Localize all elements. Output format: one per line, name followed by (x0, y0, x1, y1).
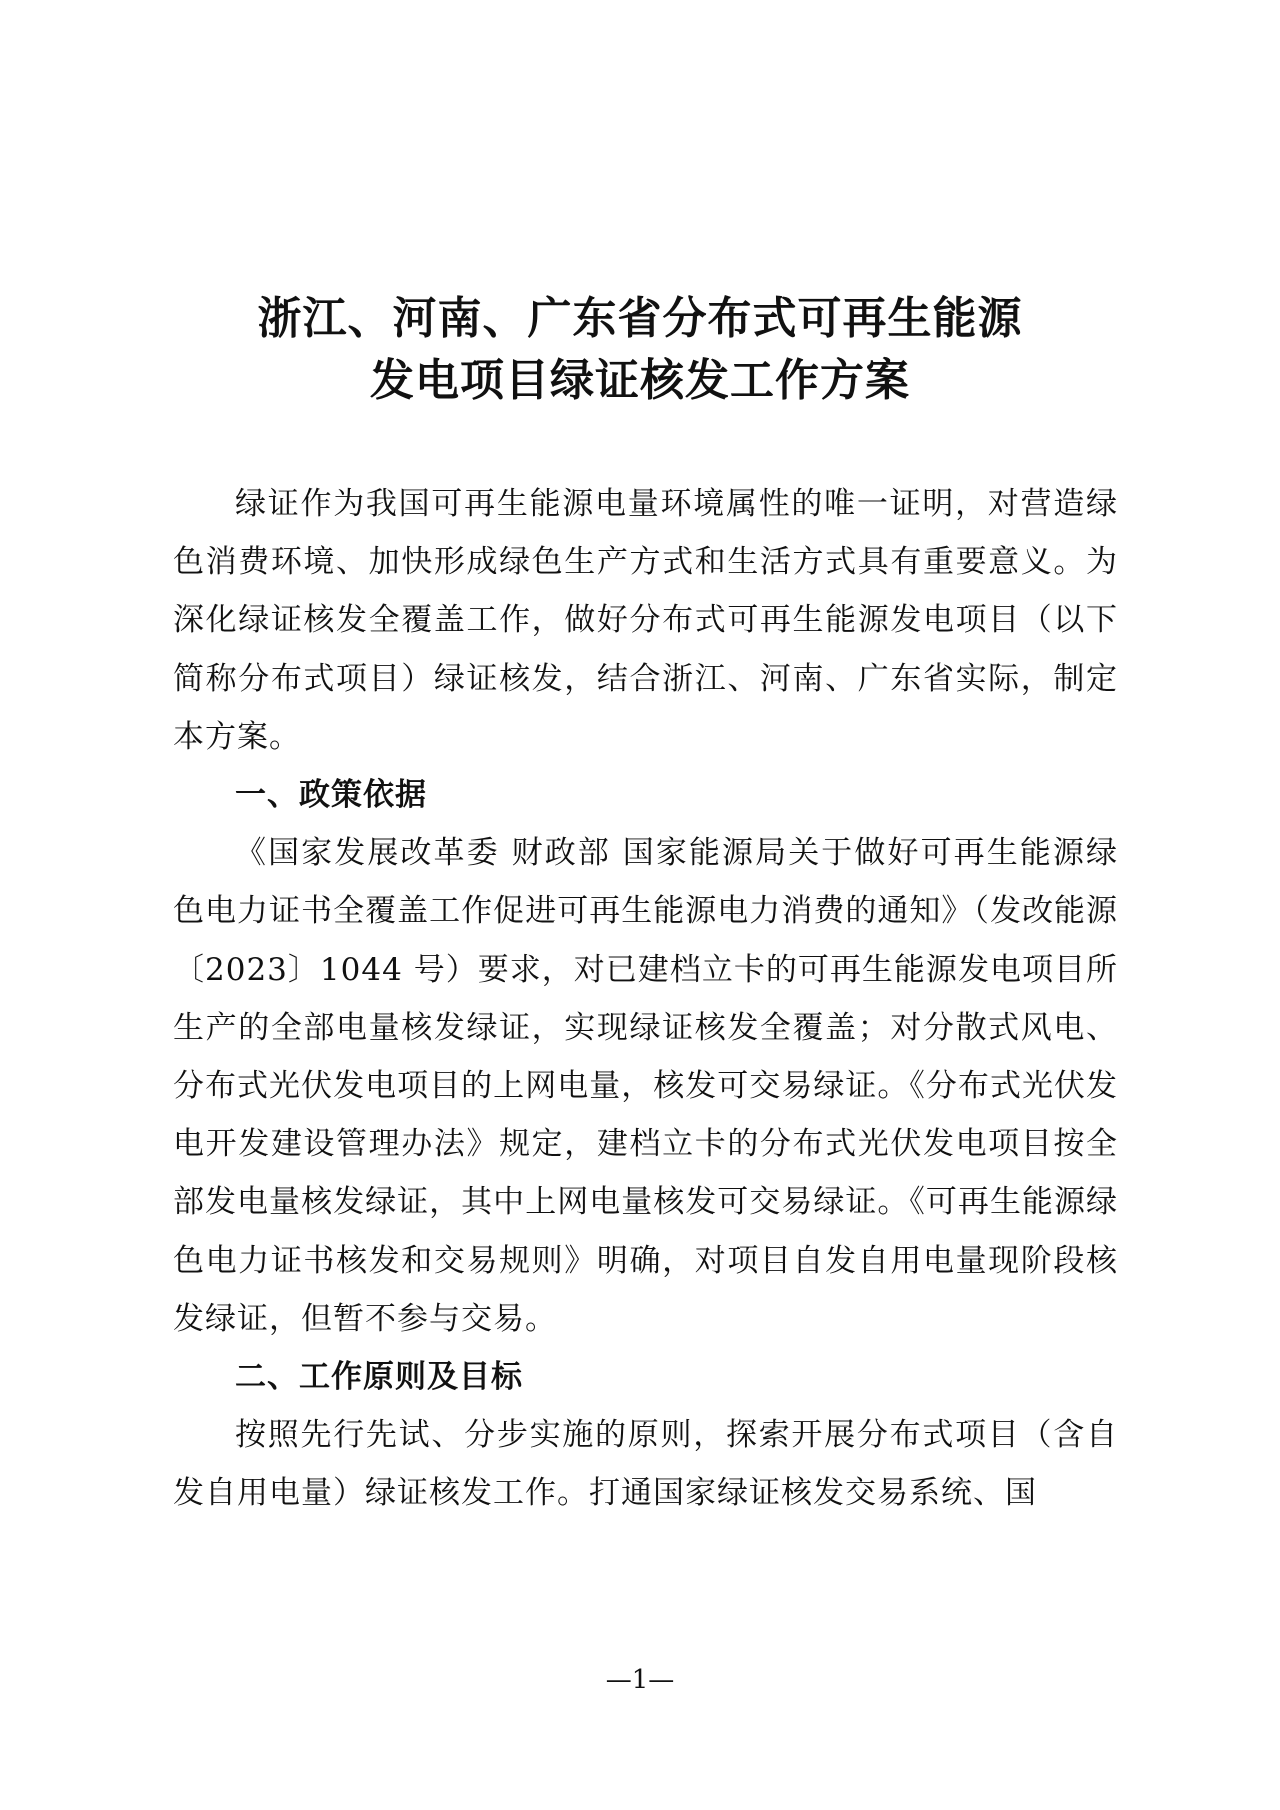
section-heading-policy-basis: 一、政策依据 (235, 777, 427, 814)
section-heading-principles-goals: 二、工作原则及目标 (235, 1359, 523, 1396)
page-number: —1— (605, 1665, 675, 1695)
document-title-line-2: 发电项目绿证核发工作方案 (370, 355, 910, 406)
document-body (173, 475, 1118, 1523)
document-title-line-1: 浙江、河南、广东省分布式可再生能源 (257, 293, 1023, 344)
intro-paragraph: 绿证作为我国可再生能源电量环境属性的唯一证明，对营造绿色消费环境、加快形成绿色生产方式和生活方式具有重要意义。为深化绿证核发全覆盖工作，做好分布式可再生能源发电项目（以下简称分布式项目）绿证核发，结合浙江、河南、广东省实际，制定本方案。 (173, 486, 1118, 755)
policy-basis-paragraph: 《国家发展改革委 财政部 国家能源局关于做好可再生能源绿色电力证书全覆盖工作促进可再生能源电力消费的通知》（发改能源〔2023〕1044 号）要求，对已建档立卡的可再生能源发电项目所生产的全部电量核发绿证，实现绿证核发全覆盖；对分散式风电、分布式光伏发电项目的上网电量，核发可交易绿证。《分布式光伏发电开发建设管理办法》规定，建档立卡的分布式光伏发电项目按全部发电量核发绿证，其中上网电量核发可交易绿证。《可再生能源绿色电力证书核发和交易规则》明确，对项目自发自用电量现阶段核发绿证，但暂不参与交易。 (173, 835, 1118, 1337)
principles-goals-paragraph: 按照先行先试、分步实施的原则，探索开展分布式项目（含自发自用电量）绿证核发工作。打通国家绿证核发交易系统、国 (173, 1417, 1118, 1512)
